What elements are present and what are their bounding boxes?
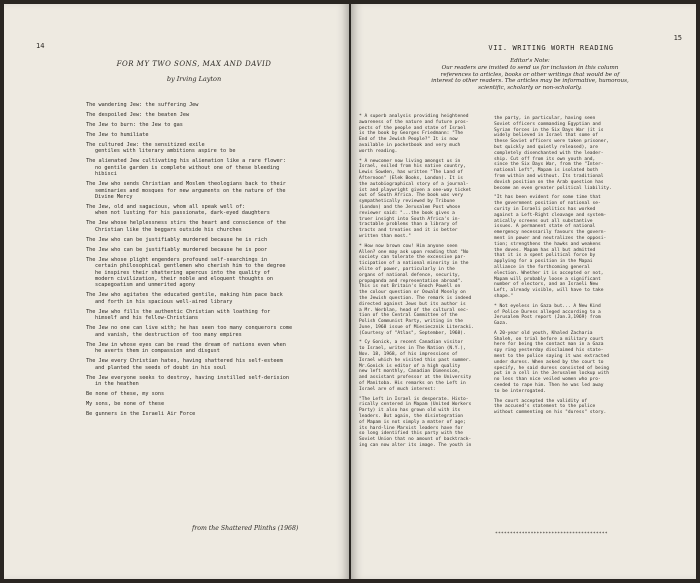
poem-stanza	[86, 309, 341, 322]
article-paragraph	[494, 116, 622, 191]
poem-line: hibisci	[95, 171, 117, 178]
article-paragraph	[494, 399, 622, 416]
poem-line: gentiles with literary ambitions aspire to be	[95, 148, 236, 155]
poem-line: he inspires their shattering apercus into the quality of	[95, 269, 270, 276]
article-line: here for being the contact man in a Gaza	[494, 342, 604, 348]
article-line: without commenting on his "duress" story.	[494, 410, 607, 416]
article-line: ceeded to rape him. Then he was led away	[494, 383, 604, 389]
article-line: Soviet officers commanding Egyptian and	[494, 121, 601, 127]
article-line: no less than nice veiled women who pro-	[494, 377, 601, 383]
article-line: emergency necessarily favours the govern-	[494, 230, 607, 236]
poem-line: Be gunners in the Israeli Air Force	[86, 410, 196, 417]
article-line: election. Whether it is accepted or not,	[494, 270, 604, 276]
article-line: tion; strengthens the hawks and weakens	[494, 241, 601, 247]
poem-stanza	[86, 237, 341, 243]
article-column-1	[359, 114, 487, 453]
article-line: dovish position on the Arab question has	[494, 179, 604, 185]
poem-stanza	[86, 181, 341, 200]
poem-line: he averts them in compassion and disgust	[95, 348, 220, 355]
poem-line: and forth in his spacious well-aired library	[95, 298, 233, 305]
poem-line: The despoiled Jew: the beaten Jew	[86, 112, 190, 118]
article-line: is the book by Georges Friedmann: "The	[359, 131, 464, 137]
article-line: The court accepted the validity of	[494, 398, 588, 404]
article-line: pects of the people and state of Israel	[359, 125, 466, 131]
editors-note-line: interest to other readers. The articles may be informative, humorous,	[431, 78, 629, 85]
poem-stanza	[86, 132, 341, 138]
article-line: become an even greater political liability.	[494, 185, 612, 191]
article-line: since the Six Days War, from the "Inter-	[494, 162, 604, 168]
page-number-right: 15	[673, 34, 682, 42]
article-line: Soviet Union that no amount of backtrack-	[359, 437, 472, 443]
article-line: ship. Cut off from its own youth and,	[494, 156, 596, 162]
poem-stanza	[86, 358, 341, 371]
editors-note-line: scientific, scholarly or non-scholarly.	[478, 85, 582, 92]
article-line: Polish Communist Party, writing in the	[359, 319, 464, 325]
poem-line: The Jew in whose eyes can be read the dream of nations even when	[86, 341, 286, 348]
article-line: the Jewish question. The remark is indeed	[359, 295, 472, 301]
article-paragraph	[359, 244, 487, 337]
poem-line: The Jew who sends Christian and Moslem theologians back to their	[86, 181, 286, 188]
poem-line: scapegoatism and unmerited agony	[95, 282, 195, 289]
end-rule: **************************************	[495, 532, 608, 537]
poem-stanza	[86, 220, 341, 233]
article-line: against a Left-Right cleavage and system-	[494, 212, 607, 218]
poem-stanza	[86, 122, 341, 128]
poem-stanza	[86, 391, 341, 397]
editors-note-line: references to articles, books or other writings that would be of	[440, 71, 620, 78]
article-line: written than most."	[359, 233, 412, 239]
article-paragraph	[494, 331, 622, 395]
article-line: tracts and treaties and it is better	[359, 228, 458, 234]
article-line: tion of the Central Committee of the	[359, 313, 458, 319]
article-line: * Not eyeless in Gaza but... A New Kind	[494, 303, 601, 309]
article-line: elite of power, particularly in the	[359, 266, 455, 272]
poem-line: modern civilization, their noble and eloquent thoughts on	[95, 276, 274, 283]
article-line: Israel are of much interest:	[359, 386, 436, 392]
article-line: alliance in the forthcoming general	[494, 264, 590, 270]
article-line: leaders. But again, the disintegration	[359, 414, 464, 420]
article-line: Gaza.	[494, 321, 508, 327]
document-spread	[4, 4, 696, 579]
editors-note-line: Our readers are invited to send us for inclusion in this column	[441, 64, 619, 71]
article-line: Mapam will probably loose a significant	[494, 276, 601, 282]
article-line: * How now brown cow! Him anyone seen	[359, 243, 458, 249]
poem-stanza	[86, 204, 341, 217]
poem-line: himself and his fellow-Christians	[95, 315, 199, 322]
poem-stanza	[86, 142, 341, 155]
article-line: under duress. When asked by the court to	[494, 359, 604, 365]
article-line: End of the Jewish People?" It is now	[359, 137, 458, 143]
article-line: Afternoon" (Elek Books, London). It is	[359, 175, 464, 181]
article-line: of Manitoba. His remarks on the Left in	[359, 381, 466, 387]
editors-note	[391, 58, 669, 92]
poem-line: The Jew no one can live with; he has seen too many conquerors come	[86, 325, 293, 332]
article-line: the accused's statement to the police	[494, 404, 596, 410]
section-title: VII. WRITING WORTH READING	[488, 44, 614, 52]
poem-stanza	[86, 342, 341, 355]
poem-stanza	[86, 401, 341, 407]
article-line: ticipation of a national minority in the	[359, 261, 469, 267]
article-line: June, 1968 issue of Miesiecznik Literacki.	[359, 324, 474, 330]
poem-source: from the Shattered Plinths (1968)	[192, 525, 299, 532]
poem-line: My sons, be none of these	[86, 400, 165, 407]
article-line: A 20-year old youth, Khaled Zacharia	[494, 330, 593, 336]
article-line: propaganda and representation abroad".	[359, 278, 464, 284]
article-line: "The Left in Israel is desperate. Histo-	[359, 396, 469, 402]
poem-stanza	[86, 158, 341, 177]
article-line: truer insight into South Africa's in-	[359, 216, 461, 222]
article-paragraph	[494, 195, 622, 299]
poem-title: FOR MY TWO SONS, MAX AND DAVID	[116, 60, 272, 68]
article-line: spy ring yesterday disclaimed his state-	[494, 348, 604, 354]
poem-body	[86, 102, 341, 421]
article-line: (London) and the Jerusalem Post whose	[359, 204, 461, 210]
article-line: specify, he said duress consisted of being	[494, 365, 609, 371]
article-line: curity in Israeli politics has worked	[494, 206, 596, 212]
article-line: society can tolerate the excessive par-	[359, 255, 466, 261]
article-line: * A newcomer now living amongst us in	[359, 158, 461, 164]
poem-line: seminaries and mosques for new arguments on the nature of the	[95, 187, 286, 194]
article-line: out of South Africa. The book was very	[359, 193, 464, 199]
poem-line: The Jew who can be justifiably murdered because he is rich	[86, 236, 268, 243]
article-paragraph	[359, 159, 487, 240]
poem-stanza	[86, 102, 341, 108]
poem-line: when not lusting for his passionate, dark-eyed daughters	[95, 210, 270, 217]
article-line: the autobiographical story of a journal-	[359, 181, 469, 187]
article-line: worth reading.	[359, 148, 398, 154]
poem-line: The wandering Jew: the suffering Jew	[86, 102, 199, 108]
poem-line: Christian like the beggars outside his churches	[95, 226, 242, 233]
article-paragraph	[359, 114, 487, 155]
article-line: the party, in particular, having seen	[494, 116, 596, 121]
poem-line: The Jew every Christian hates, having shattered his self-esteem	[86, 358, 283, 365]
article-line: to be interrogated.	[494, 388, 547, 394]
article-line: available in pocketbook and very much	[359, 142, 461, 148]
article-line: Nov. 18, 1968, of his impressions of	[359, 352, 458, 358]
poem-line: Divine Mercy	[95, 194, 133, 201]
article-line: Syrian forces in the Six Days War (it is	[494, 127, 604, 133]
poem-line: The Jew, old and sagacious, whom all speak well of:	[86, 204, 246, 211]
poem-line: certain philosophical gentlemen who cherish him to the degree	[95, 263, 286, 270]
poem-line: The cultured Jew: the sensitized exile	[86, 142, 205, 148]
article-line: atically screens out all substantive	[494, 218, 593, 224]
poem-line: and planted the seeds of doubt in his soul	[95, 364, 227, 371]
article-line: Israel which he visited this past summer.	[359, 357, 472, 363]
article-line: from within and without. Its traditional	[494, 173, 604, 179]
poem-stanza	[86, 375, 341, 388]
article-line: ment in power and neutralizes the opposi-	[494, 235, 607, 241]
article-line: Jerusalem Post report (Jan.3,1969) from	[494, 315, 601, 321]
poem-line: The Jew whose plight engenders profound self-searchings in	[86, 256, 268, 263]
article-line: a Mr. Werblan, head of the cultural sec-	[359, 307, 469, 313]
article-line: widely believed in Israel that some of	[494, 133, 599, 139]
article-line: shape."	[494, 293, 514, 299]
poem-line: Be none of these, my sons	[86, 390, 165, 397]
article-line: but quickly and quietly released), are	[494, 144, 599, 150]
article-line: directed against Jews but its author is	[359, 301, 466, 307]
poem-line: The alienated Jew cultivating his alienation like a rare flower:	[86, 158, 286, 165]
editors-note-text	[391, 65, 669, 92]
article-line: that it is a spent political force by	[494, 253, 596, 259]
poem-line: and vanish, the destruction of too many empires	[95, 331, 242, 338]
article-line: number of electors, and an Israeli New	[494, 282, 599, 288]
poem-stanza	[86, 325, 341, 338]
article-line: of Police Duress alleged according to a	[494, 309, 601, 315]
poem-line: no gentile garden is complete without one of these bleeding	[95, 164, 280, 171]
article-line: Mr.Gonick is editor of a high quality	[359, 363, 461, 369]
article-line: organs of national defence, security,	[359, 272, 461, 278]
article-line: Allen? one may ask upon reading that "No	[359, 249, 469, 255]
poem-line: The Jew everyone seeks to destroy, having instilled self-derision	[86, 374, 290, 381]
article-line: these Soviet officers were taken prisoner,	[494, 139, 609, 145]
article-line: completely disenchanted with the leader-	[494, 150, 604, 156]
article-line: This is not Britain's Enoch Powell on	[359, 284, 461, 290]
article-line: Left, already visible, will have to take	[494, 288, 604, 294]
poem-stanza	[86, 247, 341, 253]
article-paragraph	[359, 397, 487, 449]
article-line: Party) it also has grown old with its	[359, 408, 461, 414]
right-page	[351, 4, 696, 579]
article-line: of Mapam is not simply a matter of age;	[359, 419, 466, 425]
article-line: * Cy Gonick, a recent Canadian visitor	[359, 340, 464, 346]
article-line: put in a cell in the Jerusalem lockup with	[494, 371, 609, 377]
editors-note-heading: Editor's Note:	[510, 58, 550, 64]
poem-line: The Jew who can be justifiably murdered because he is poor	[86, 246, 268, 253]
article-line: ist and playwright given a one-way ticket	[359, 187, 472, 193]
article-line: new left monthly, Canadian Dimension,	[359, 369, 461, 375]
poem-stanza	[86, 411, 341, 417]
article-line: awareness of the nature and future pros-	[359, 119, 469, 125]
article-line: * A superb analysis providing heightened	[359, 114, 469, 119]
poem-stanza	[86, 292, 341, 305]
poem-stanza	[86, 112, 341, 118]
article-line: so long identified this party with the	[359, 431, 464, 437]
article-line: the doves. Mapam has all but admitted	[494, 247, 596, 253]
article-line: the government position of national se-	[494, 201, 601, 207]
left-page	[4, 4, 349, 579]
article-line: Israel, exiled from his native country,	[359, 164, 466, 170]
article-paragraph	[359, 340, 487, 392]
article-line: issues. A permanent state of national	[494, 224, 596, 230]
article-line: sympathetically reviewed by Tribune	[359, 199, 455, 205]
article-line: to Israel, writes in The Nation (N.Y.),	[359, 346, 466, 352]
poem-line: The Jew who agitates the educated gentile, making him pace back	[86, 292, 283, 299]
poem-line: in the heathen	[95, 380, 139, 387]
article-line: "It has been evident for some time that	[494, 195, 601, 201]
article-line: Lewis Sowden, has written "The Land of	[359, 170, 464, 176]
article-column-2	[494, 116, 622, 420]
poem-stanza	[86, 257, 341, 289]
article-line: Shaleh, on trial before a military court	[494, 336, 604, 342]
article-line: its hard-line Marxist leaders have for	[359, 425, 464, 431]
article-line: applying for a position in the Mapai	[494, 259, 593, 265]
article-line: rically centered in Mapam (United Workers	[359, 402, 472, 408]
poem-line: The Jew to burn: the Jew to gas	[86, 122, 183, 128]
article-line: and assistant professor at the University	[359, 375, 472, 381]
article-paragraph	[494, 304, 622, 327]
poem-line: The Jew to humiliate	[86, 132, 149, 138]
article-line: tractable problems than a library of	[359, 222, 458, 228]
poem-line: The Jew whose helplessness stirs the heart and conscience of the	[86, 220, 286, 227]
article-line: reviewer said: "...the book gives a	[359, 210, 455, 216]
article-line: national Left", Mapam is isolated both	[494, 168, 599, 174]
article-line: (Courtesy of "Atlas", September, 1968).	[359, 330, 466, 336]
article-line: the colour question or Oswald Mosely on	[359, 290, 466, 296]
poem-line: The Jew who fills the authentic Christian with loathing for	[86, 308, 271, 315]
article-line: ment to the police saying it was extracted	[494, 354, 609, 360]
article-line: ing can now alter its image. The youth in	[359, 443, 472, 449]
poem-author: by Irving Layton	[166, 75, 222, 83]
page-number-left: 14	[36, 42, 45, 50]
